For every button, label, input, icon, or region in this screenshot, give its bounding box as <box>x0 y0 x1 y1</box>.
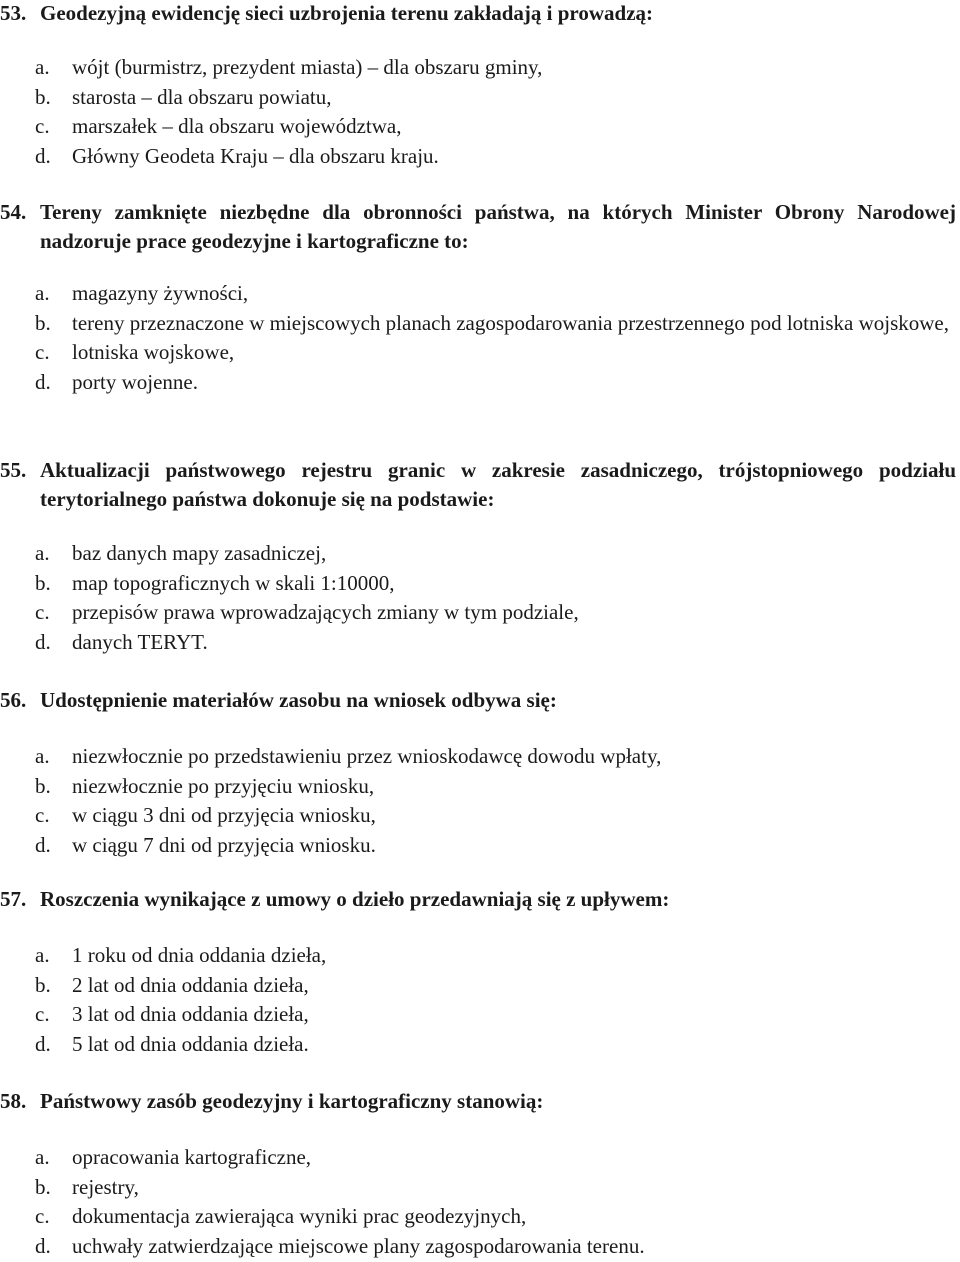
question-56 <box>0 686 960 860</box>
question-text: Udostępnienie materiałów zasobu na wniosek odbywa się: <box>40 688 557 712</box>
question-text: Tereny zamknięte niezbędne dla obronności państwa, na których Minister Obrony Narodowej nadzoruje prace geodezyjne i kartograficzne to: <box>40 200 956 253</box>
option-text: lotniska wojskowe, <box>72 340 235 364</box>
options-list <box>0 539 960 657</box>
question-57 <box>0 885 960 1059</box>
question-number: 56. <box>0 688 27 712</box>
option-letter: d. <box>35 1031 51 1056</box>
question-number: 58. <box>0 1089 27 1113</box>
question-text: Roszczenia wynikające z umowy o dzieło przedawniają się z upływem: <box>40 887 670 911</box>
option-text: starosta – dla obszaru powiatu, <box>72 84 332 109</box>
question-number: 53. <box>0 1 27 25</box>
question-53 <box>0 0 960 171</box>
option-letter: d. <box>35 832 51 857</box>
option-d <box>0 628 960 658</box>
option-d <box>0 142 960 172</box>
question-header <box>0 686 960 715</box>
option-b <box>0 772 960 802</box>
option-text: 3 lat od dnia oddania dzieła, <box>72 1002 309 1026</box>
option-text: wójt (burmistrz, prezydent miasta) – dla obszaru gminy, <box>72 55 543 79</box>
option-text: w ciągu 7 dni od przyjęcia wniosku. <box>72 832 376 857</box>
option-text: uchwały zatwierdzające miejscowe plany zagospodarowania terenu. <box>72 1233 645 1258</box>
option-text: w ciągu 3 dni od przyjęcia wniosku, <box>72 803 376 827</box>
option-letter: b. <box>35 773 51 798</box>
option-letter: d. <box>35 143 51 168</box>
option-c <box>0 112 960 142</box>
question-header <box>0 885 960 914</box>
question-text: Państwowy zasób geodezyjny i kartograficzny stanowią: <box>40 1089 544 1113</box>
option-d <box>0 368 960 398</box>
option-a <box>0 539 960 569</box>
option-letter: b. <box>35 972 51 997</box>
option-letter: a. <box>35 55 50 79</box>
option-c <box>0 1000 960 1030</box>
question-58 <box>0 1087 960 1261</box>
option-text: 5 lat od dnia oddania dzieła. <box>72 1031 309 1056</box>
options-list <box>0 1143 960 1261</box>
options-list <box>0 279 960 397</box>
option-a <box>0 941 960 971</box>
option-letter: a. <box>35 541 50 565</box>
option-letter: c. <box>35 803 50 827</box>
question-54 <box>0 198 960 397</box>
option-text: rejestry, <box>72 1174 139 1199</box>
question-text: Aktualizacji państwowego rejestru granic w zakresie zasadniczego, trójstopniowego podziału terytorialnego państwa dokonuje się na podstawie: <box>40 458 956 511</box>
option-letter: d. <box>35 369 51 394</box>
option-text: danych TERYT. <box>72 629 208 654</box>
option-a <box>0 1143 960 1173</box>
option-c <box>0 598 960 628</box>
option-text: map topograficznych w skali 1:10000, <box>72 570 395 595</box>
option-c <box>0 338 960 368</box>
option-letter: a. <box>35 943 50 967</box>
options-list <box>0 53 960 171</box>
option-d <box>0 1232 960 1262</box>
option-text: tereny przeznaczone w miejscowych planach zagospodarowania przestrzennego pod lotniska wojskowe, <box>72 310 949 335</box>
option-b <box>0 1173 960 1203</box>
option-b <box>0 569 960 599</box>
option-letter: c. <box>35 340 50 364</box>
option-letter: c. <box>35 600 50 624</box>
question-text: Geodezyjną ewidencję sieci uzbrojenia terenu zakładają i prowadzą: <box>40 1 654 25</box>
option-letter: a. <box>35 1145 50 1169</box>
options-list <box>0 941 960 1059</box>
option-b <box>0 309 960 339</box>
question-number: 57. <box>0 887 27 911</box>
question-header <box>0 456 960 514</box>
question-header <box>0 0 960 28</box>
options-list <box>0 742 960 860</box>
question-header <box>0 198 960 256</box>
option-letter: a. <box>35 281 50 305</box>
option-letter: c. <box>35 1204 50 1228</box>
option-b <box>0 83 960 113</box>
option-text: opracowania kartograficzne, <box>72 1145 312 1169</box>
option-text: 1 roku od dnia oddania dzieła, <box>72 943 327 967</box>
option-text: niezwłocznie po przyjęciu wniosku, <box>72 773 375 798</box>
option-a <box>0 279 960 309</box>
option-letter: d. <box>35 629 51 654</box>
option-letter: d. <box>35 1233 51 1258</box>
question-number: 54. <box>0 200 27 224</box>
option-c <box>0 801 960 831</box>
question-header <box>0 1087 960 1116</box>
option-text: dokumentacja zawierająca wyniki prac geodezyjnych, <box>72 1204 527 1228</box>
option-d <box>0 831 960 861</box>
option-letter: c. <box>35 1002 50 1026</box>
option-text: baz danych mapy zasadniczej, <box>72 541 327 565</box>
option-a <box>0 742 960 772</box>
question-55 <box>0 456 960 657</box>
option-text: niezwłocznie po przedstawieniu przez wnioskodawcę dowodu wpłaty, <box>72 744 662 768</box>
option-letter: b. <box>35 310 51 335</box>
option-b <box>0 971 960 1001</box>
option-text: marszałek – dla obszaru województwa, <box>72 114 402 138</box>
option-letter: c. <box>35 114 50 138</box>
option-letter: a. <box>35 744 50 768</box>
option-d <box>0 1030 960 1060</box>
option-letter: b. <box>35 1174 51 1199</box>
question-number: 55. <box>0 458 27 482</box>
option-text: przepisów prawa wprowadzających zmiany w tym podziale, <box>72 600 579 624</box>
option-text: Główny Geodeta Kraju – dla obszaru kraju. <box>72 143 439 168</box>
option-text: porty wojenne. <box>72 369 198 394</box>
option-a <box>0 53 960 83</box>
option-letter: b. <box>35 570 51 595</box>
option-c <box>0 1202 960 1232</box>
option-text: 2 lat od dnia oddania dzieła, <box>72 972 309 997</box>
option-letter: b. <box>35 84 51 109</box>
option-text: magazyny żywności, <box>72 281 249 305</box>
